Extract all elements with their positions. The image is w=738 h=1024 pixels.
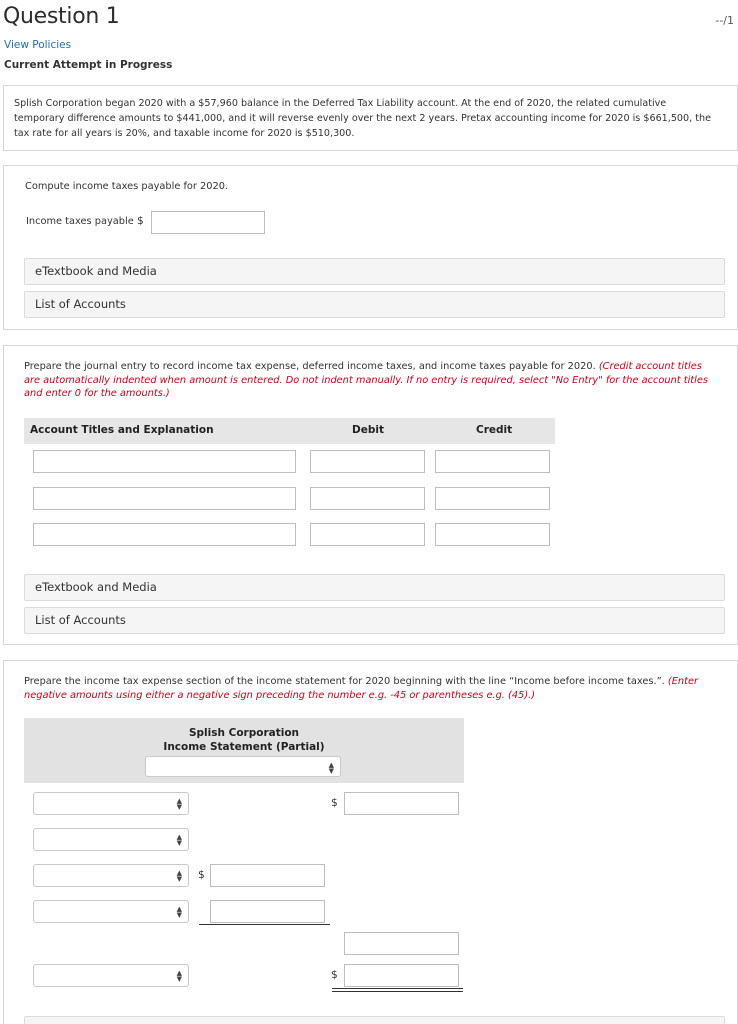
journal-account-input-3[interactable] <box>33 523 296 546</box>
etextbook-media-button[interactable]: eTextbook and Media <box>24 258 725 285</box>
currency-symbol: $ <box>137 215 144 227</box>
list-of-accounts-button[interactable]: List of Accounts <box>24 291 725 318</box>
statement-amount-input-1[interactable] <box>344 792 459 815</box>
view-policies-link[interactable]: View Policies <box>4 39 72 51</box>
journal-account-input-1[interactable] <box>33 450 296 473</box>
etextbook-media-button[interactable]: eTextbook and Media <box>24 574 725 601</box>
journal-account-input-2[interactable] <box>33 487 296 510</box>
statement-amount-input-4[interactable] <box>210 900 325 923</box>
etextbook-media-button-partial[interactable] <box>24 1016 725 1024</box>
total-double-underline <box>332 988 463 989</box>
journal-credit-input-1[interactable] <box>435 450 550 473</box>
currency-symbol: $ <box>331 969 338 981</box>
currency-symbol: $ <box>198 869 205 881</box>
statement-line-select-6[interactable] <box>33 964 189 987</box>
part3-instruction <box>24 675 714 702</box>
col-account-titles: Account Titles and Explanation <box>30 424 214 436</box>
journal-debit-input-1[interactable] <box>310 450 425 473</box>
problem-statement: Splish Corporation began 2020 with a $57,960 balance in the Deferred Tax Liability account. At the end of 2020, the related cumulative temporary difference amounts to $441,000, and it will reverse evenly over the next 2 years. Pretax accounting income for 2020 is $661,500, the tax rate for all years is 20%, and taxable income for 2020 is $510,300. <box>14 98 711 139</box>
list-of-accounts-button[interactable]: List of Accounts <box>24 607 725 634</box>
journal-credit-input-2[interactable] <box>435 487 550 510</box>
journal-credit-input-3[interactable] <box>435 523 550 546</box>
statement-title: Income Statement (Partial) <box>163 741 325 753</box>
score-indicator: --/1 <box>715 14 734 27</box>
journal-debit-input-2[interactable] <box>310 487 425 510</box>
statement-line-select-2[interactable] <box>33 828 189 851</box>
select-arrows-icon: ▲ ▼ <box>328 761 334 775</box>
col-debit: Debit <box>352 424 384 436</box>
select-arrows-icon: ▲ ▼ <box>176 869 182 883</box>
period-select[interactable] <box>145 756 341 777</box>
statement-line-select-4[interactable] <box>33 900 189 923</box>
attempt-status: Current Attempt in Progress <box>4 59 173 71</box>
part2-instruction <box>24 360 714 401</box>
select-arrows-icon: ▲ ▼ <box>176 969 182 983</box>
total-double-underline <box>332 991 463 992</box>
currency-symbol: $ <box>331 797 338 809</box>
statement-line-select-1[interactable] <box>33 792 189 815</box>
statement-amount-input-5[interactable] <box>344 932 459 955</box>
subtotal-underline <box>199 924 330 925</box>
company-name: Splish Corporation <box>188 727 300 739</box>
journal-debit-input-3[interactable] <box>310 523 425 546</box>
statement-line-select-3[interactable] <box>33 864 189 887</box>
statement-amount-input-6[interactable] <box>344 964 459 987</box>
statement-amount-input-3[interactable] <box>210 864 325 887</box>
question-title: Question 1 <box>3 4 120 29</box>
col-credit: Credit <box>476 424 513 436</box>
journal-table-header <box>24 418 555 444</box>
select-arrows-icon: ▲ ▼ <box>176 905 182 919</box>
income-statement-header <box>24 718 464 783</box>
part3-instruction-text: Prepare the income tax expense section of the income statement for 2020 beginning with the line “Income before income taxes.”. <box>24 676 665 687</box>
part2-instruction-text: Prepare the journal entry to record income tax expense, deferred income taxes, and income taxes payable for 2020. <box>24 361 596 372</box>
select-arrows-icon: ▲ ▼ <box>176 797 182 811</box>
income-taxes-payable-input[interactable] <box>151 211 265 234</box>
select-arrows-icon: ▲ ▼ <box>176 833 182 847</box>
income-taxes-payable-label: Income taxes payable <box>26 216 134 227</box>
part1-instruction: Compute income taxes payable for 2020. <box>25 181 229 192</box>
part2-note: (Credit account titles are automatically indented when amount is entered. Do not indent manually. If no entry is required, select "No Entry" for the account titles and enter 0 for the amounts.) <box>24 361 708 399</box>
part3-note: (Enter negative amounts using either a negative sign preceding the number e.g. -45 or parentheses e.g. (45).) <box>24 676 699 701</box>
